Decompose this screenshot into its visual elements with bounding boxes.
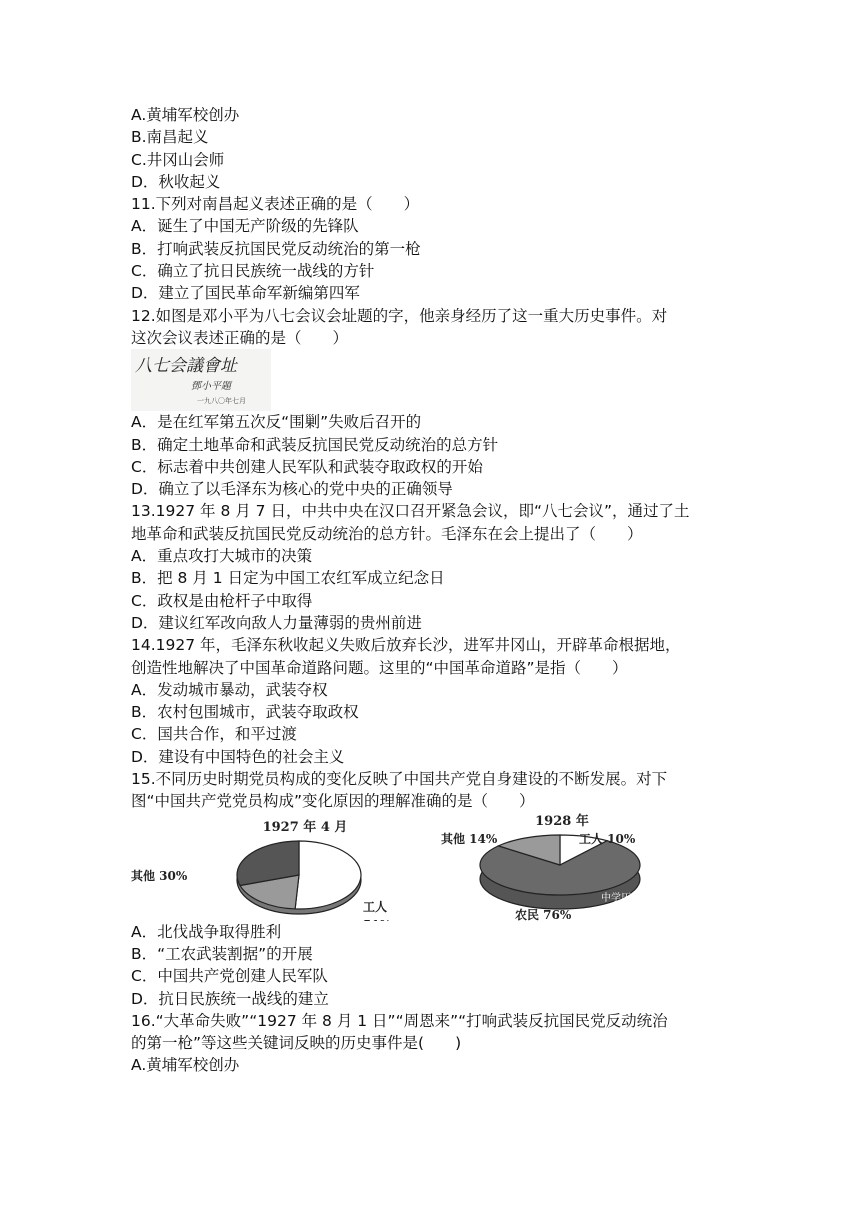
- q11-option-c: C．确立了抗日民族统一战线的方针: [131, 262, 375, 281]
- q16-option-a: A.黄埔军校创办: [131, 1056, 240, 1075]
- q12-option-c: C．标志着中共创建人民军队和武装夺取政权的开始: [131, 457, 483, 476]
- calligraphy-image: [131, 349, 736, 411]
- calligraphy-main-text: 八七会議會址: [135, 356, 237, 377]
- q13-stem-line2: 地革命和武装反抗国民党反动统治的总方针。毛泽东在会上提出了（ ）: [131, 524, 643, 543]
- q16-stem-line1: 16.“大革命失败”“1927 年 8 月 1 日”“周恩来”“打响武装反抗国民党反动统治: [131, 1011, 668, 1030]
- pie-1928-title: 1928 年: [535, 813, 589, 829]
- pie-1927-label-worker: 工人: [363, 899, 388, 914]
- option-a: A.黄埔军校创办: [131, 106, 240, 124]
- pie-chart-1927: [131, 819, 392, 921]
- calligraphy-signature: 鄧小平題: [191, 381, 231, 393]
- pie-1928-label-peasant: 农民 76%: [515, 907, 572, 921]
- party-composition-charts: [131, 813, 736, 921]
- q14-option-d: D．建设有中国特色的社会主义: [131, 747, 345, 766]
- q12-stem-line1: 12.如图是邓小平为八七会议会址题的字，他亲身经历了这一重大历史事件。对: [131, 306, 668, 325]
- q13-option-a: A．重点攻打大城市的决策: [131, 547, 313, 566]
- option-b: B.南昌起义: [131, 128, 209, 147]
- q15-option-b: B．“工农武装割据”的开展: [131, 944, 313, 963]
- pie-charts-svg: [131, 813, 736, 921]
- q14-option-a: A．发动城市暴动，武装夺权: [131, 680, 328, 699]
- q12-stem-line2: 这次会议表述正确的是（ ）: [131, 328, 349, 347]
- q12-option-d: D．确立了以毛泽东为核心的党中央的正确领导: [131, 480, 453, 499]
- q15-stem-line1: 15.不同历史时期党员构成的变化反映了中国共产党自身建设的不断发展。对下: [131, 770, 668, 789]
- q15-stem-line2: 图“中国共产党党员构成”变化原因的理解准确的是（ ）: [131, 792, 535, 811]
- option-c: C.井冈山会师: [131, 150, 225, 169]
- q14-option-c: C．国共合作，和平过渡: [131, 725, 297, 744]
- q14-option-b: B．农村包围城市，武装夺取政权: [131, 703, 359, 722]
- calligraphy-svg: [131, 349, 271, 411]
- calligraphy-date: 一九八〇年七月: [197, 397, 246, 406]
- option-d: D．秋收起义: [131, 172, 221, 191]
- q15-option-d: D．抗日民族统一战线的建立: [131, 989, 329, 1008]
- q11-stem: 11.下列对南昌起义表述正确的是（ ）: [131, 195, 420, 214]
- document-content: [131, 104, 736, 1077]
- q13-stem-line1: 13.1927 年 8 月 7 日，中共中央在汉口召开紧急会议，即“八七会议”，通过了土: [131, 502, 690, 521]
- pie-1928-watermark: 中学历史: [601, 892, 641, 904]
- q16-stem-line2: 的第一枪”等这些关键词反映的历史事件是( ): [131, 1034, 462, 1053]
- pie-1927-title: 1927 年 4 月: [262, 819, 348, 835]
- q11-option-a: A．诞生了中国无产阶级的先锋队: [131, 217, 359, 236]
- pie-1928-label-other: 其他 14%: [441, 831, 498, 846]
- pie-1927-label-worker-pct: [363, 918, 392, 921]
- pie-1927-label-other: 其他 30%: [131, 868, 188, 883]
- q13-option-d: D．建议红军改向敌人力量薄弱的贵州前进: [131, 613, 422, 632]
- q12-option-b: B．确定土地革命和武装反抗国民党反动统治的总方针: [131, 435, 499, 454]
- q13-option-b: B．把 8 月 1 日定为中国工农红军成立纪念日: [131, 569, 445, 588]
- pie-chart-1928: [441, 813, 641, 921]
- q11-option-d: D．建立了国民革命军新编第四军: [131, 284, 360, 303]
- q15-option-a: A．北伐战争取得胜利: [131, 922, 282, 941]
- q15-option-c: C．中国共产党创建人民军队: [131, 967, 328, 986]
- q14-stem-line1: 14.1927 年，毛泽东秋收起义失败后放弃长沙，进军井冈山，开辟革命根据地，: [131, 636, 681, 655]
- q13-option-c: C．政权是由枪杆子中取得: [131, 591, 313, 610]
- q12-option-a: A．是在红军第五次反“围剿”失败后召开的: [131, 413, 422, 432]
- q14-stem-line2: 创造性地解决了中国革命道路问题。这里的“中国革命道路”是指（ ）: [131, 658, 628, 677]
- q11-option-b: B．打响武装反抗国民党反动统治的第一枪: [131, 239, 421, 258]
- pie-1928-label-worker: 工人 10%: [579, 831, 636, 846]
